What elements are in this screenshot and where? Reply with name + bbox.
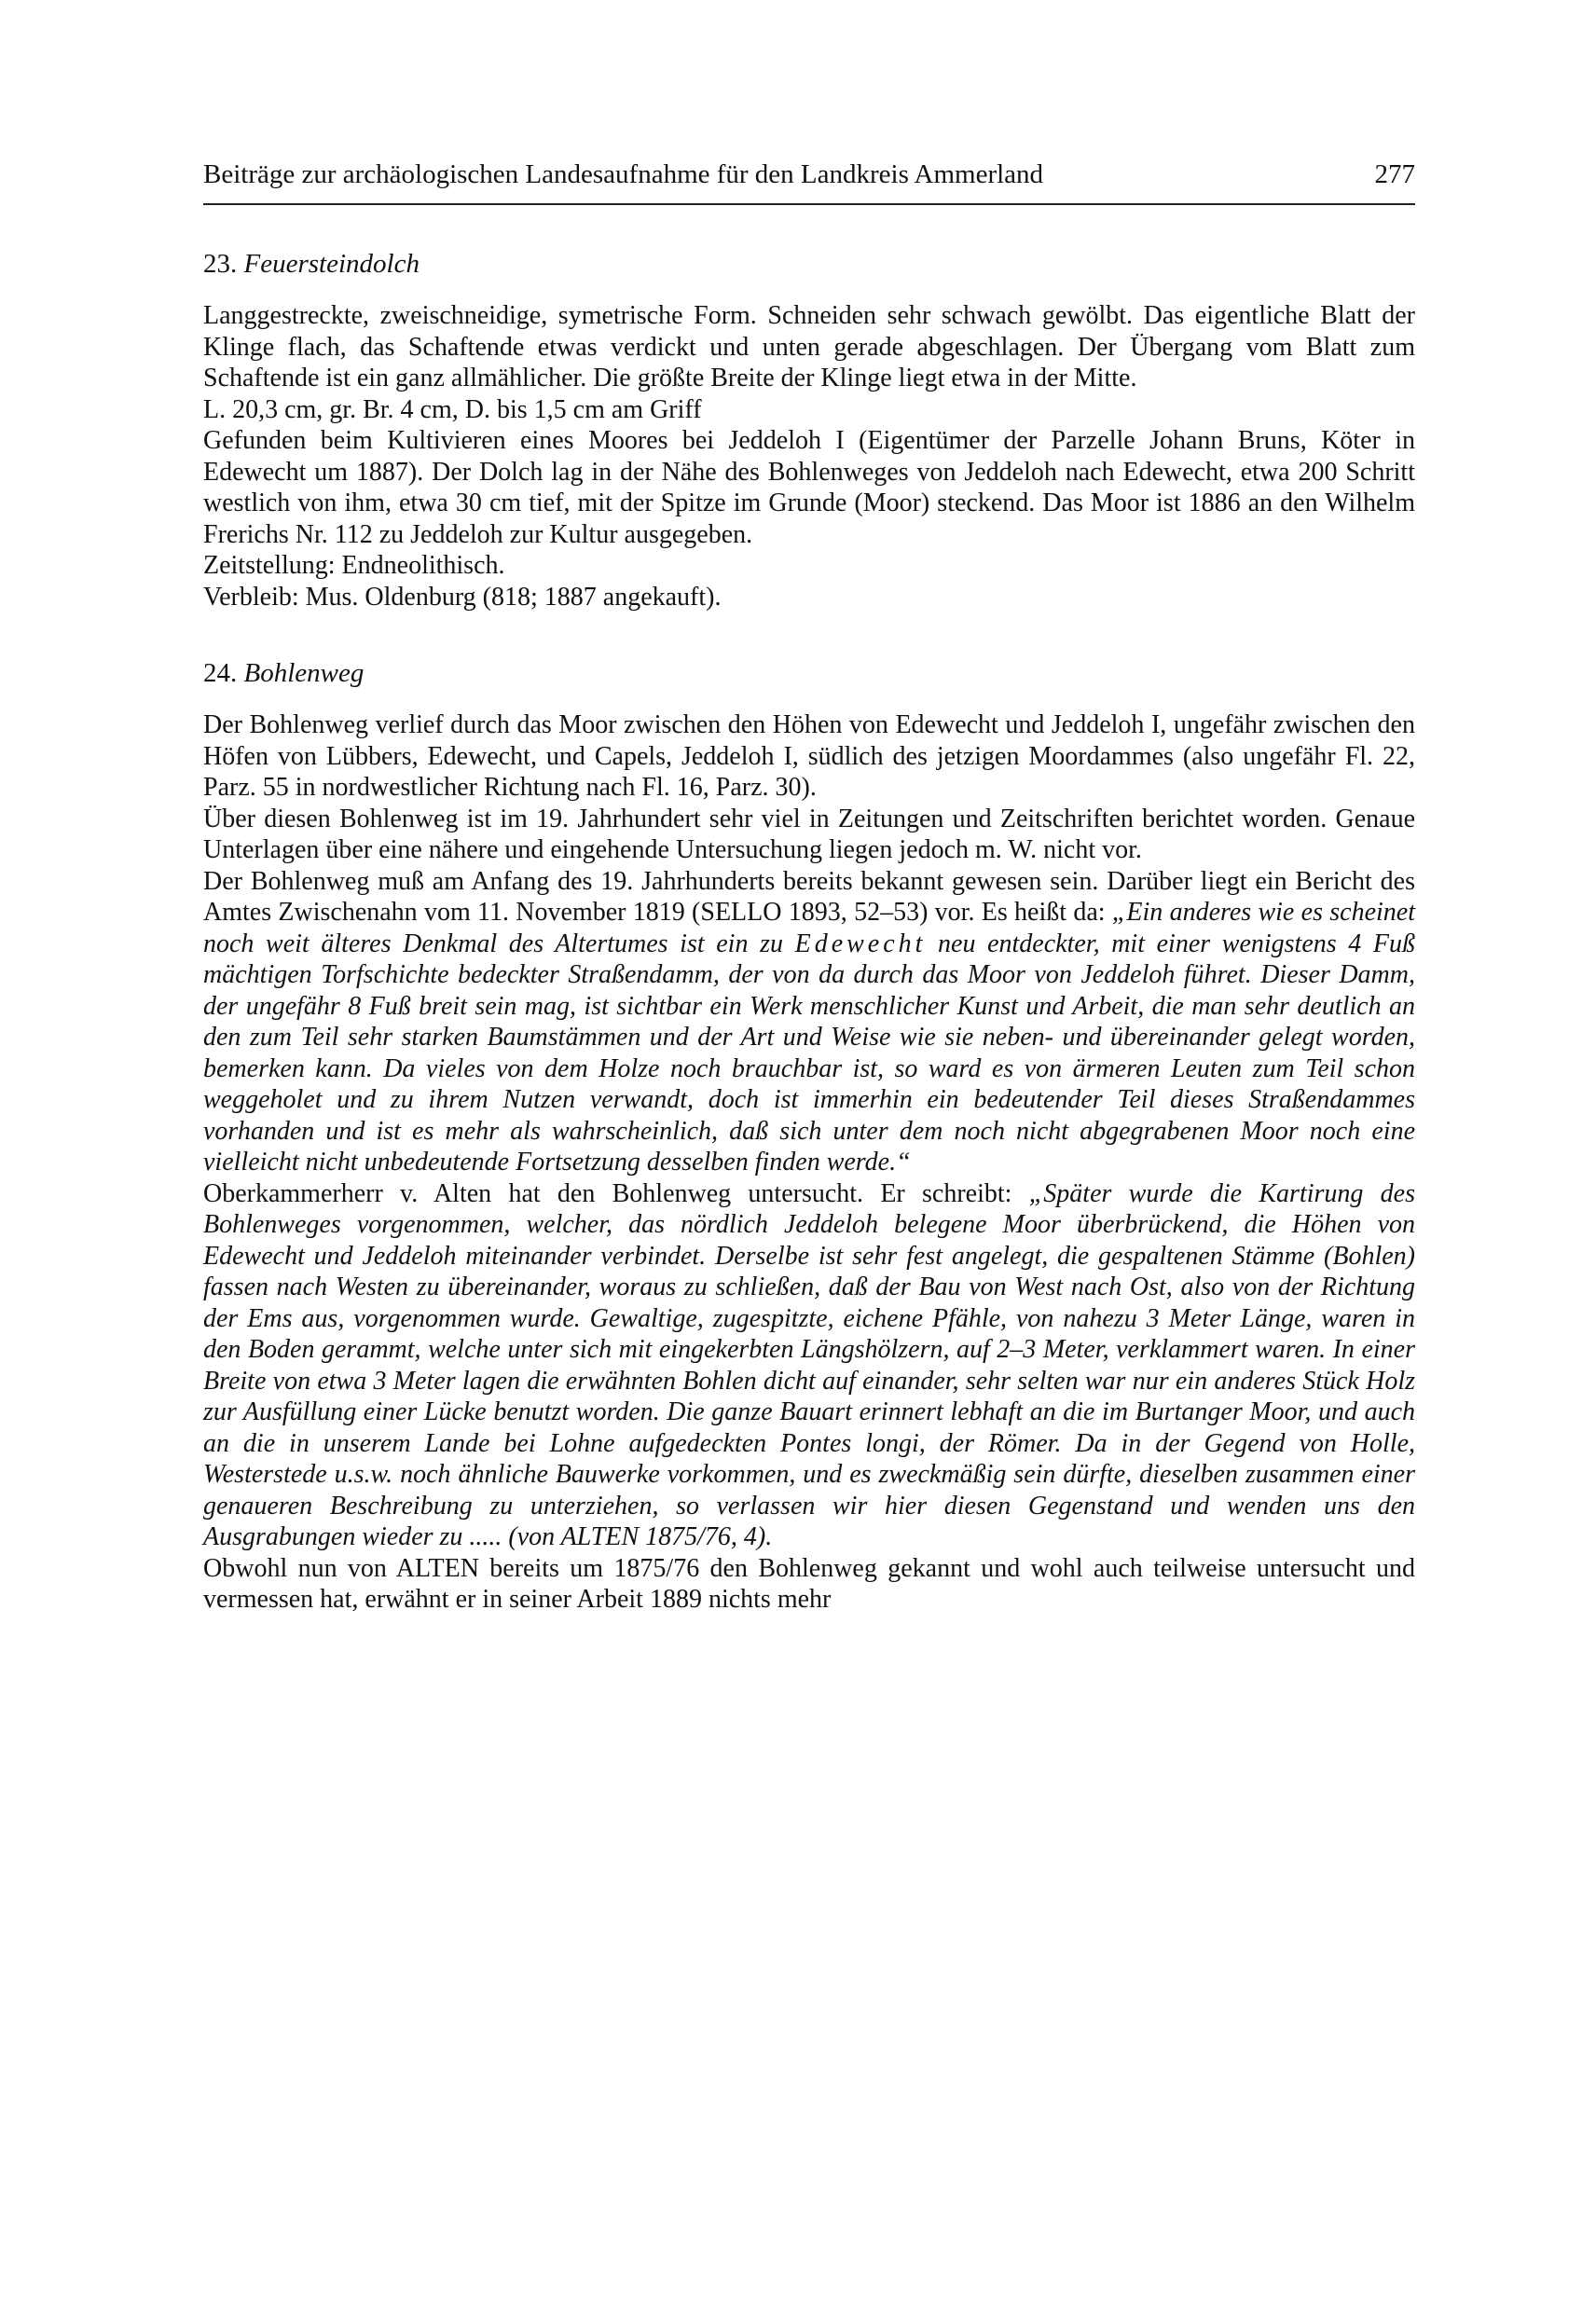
paragraph-with-quote (203, 1178, 1415, 1553)
section-title: Bohlenweg (243, 658, 365, 688)
quote-place-name: Edewecht (794, 929, 927, 958)
quote-text: neu entdeckter, mit einer wenigstens 4 Fuß mächtigen Torfschichte bedeckter Straßendamm, der von da durch das Moor von Jeddeloh führet. Dieser Damm, der ungefähr 8 Fuß breit sein mag, ist sichtbar ein Werk menschlicher Kunst und Arbeit, die man sehr deutlich an den zum Teil sehr starken Baumstämmen und der Art und Weise wie sie neben- und übereinander gelegt worden, bemerken kann. Da vieles von dem Holze noch brauchbar ist, so ward es von ärmeren Leuten zum Teil schon weggeholet und zu ihrem Nutzen verwandt, doch ist immerhin ein bedeutender Teil dieses Straßendammes vorhanden und ist es mehr als wahrscheinlich, daß sich unter dem noch nicht abgegrabenen Moor noch eine vielleicht nicht unbedeutende Fortsetzung desselben finden werde.“ (203, 929, 1415, 1177)
section-heading (203, 657, 1415, 689)
paragraph: Zeitstellung: Endneolithisch. (203, 551, 505, 580)
quote-text: „Ein anderes wie es scheinet noch weit älteres Denkmal des Altertumes ist ein zu (203, 898, 1416, 958)
paragraph: Der Bohlenweg verlief durch das Moor zwischen den Höhen von Edewecht und Jeddeloh I, ungefähr zwischen den Höfen von Lübbers, Edewecht, und Capels, Jeddeloh I, südlich des jetzigen Moordammes (also ungefähr Fl. 22, Parz. 55 in nordwestlicher Richtung nach Fl. 16, Parz. 30). (203, 710, 1415, 802)
quote-text: „Später wurde die Kartirung des Bohlenweges vorgenommen, welcher, das nördlich Jeddeloh belegene Moor überbrückend, die Höhen von Edewecht und Jeddeloh miteinander verbindet. Derselbe ist sehr fest angelegt, die gespaltenen Stämme (Bohlen) fassen nach Westen zu übereinander, woraus zu schließen, daß der Bau von West nach Ost, also von der Richtung der Ems aus, vorgenommen wurde. Gewaltige, zugespitzte, eichene Pfähle, von nahezu 3 Meter Länge, waren in den Boden gerammt, welche unter sich mit eingekerbten Längshölzern, auf 2–3 Meter, verklammert waren. In einer Breite von etwa 3 Meter lagen die erwähnten Bohlen dicht auf einander, sehr selten war nur ein anderes Stück Holz zur Ausfüllung einer Lücke benutzt worden. Die ganze Bauart erinnert lebhaft an die im Burtanger Moor, und auch an die in unserem Lande bei Lohne aufgedeckten Pontes longi, der Römer. Da in der Gegend von Holle, Westerstede u.s.w. noch ähnliche Bauwerke vorkommen, und es zweckmäßig sein dürfte, dieselben zusammen einer genaueren Beschreibung zu unterziehen, so verlassen wir hier diesen Gegenstand und wenden uns den Ausgrabungen wieder zu ..... (von ALTEN 1875/76, 4). (203, 1178, 1415, 1551)
section-number: 24. (203, 658, 238, 688)
paragraph: Obwohl nun von ALTEN bereits um 1875/76 den Bohlenweg gekannt und wohl auch teilweise untersucht und vermessen hat, erwähnt er in seiner Arbeit 1889 nichts mehr (203, 1553, 1415, 1614)
section-feuersteindolch (203, 248, 1415, 612)
section-number: 23. (203, 249, 238, 279)
section-bohlenweg (203, 657, 1415, 1616)
page (203, 158, 1415, 1616)
running-head-title: Beiträge zur archäologischen Landesaufnahme für den Landkreis Ammerland (203, 159, 1044, 189)
section-title: Feuersteindolch (243, 249, 420, 279)
paragraph: Langgestreckte, zweischneidige, symetrische Form. Schneiden sehr schwach gewölbt. Das eigentliche Blatt der Klinge flach, das Schaftende etwas verdickt und unten gerade abgeschlagen. Der Übergang vom Blatt zum Schaftende ist ein ganz allmählicher. Die größte Breite der Klinge liegt etwa in der Mitte. (203, 301, 1415, 392)
paragraph: L. 20,3 cm, gr. Br. 4 cm, D. bis 1,5 cm am Griff (203, 394, 702, 424)
section-heading (203, 248, 1415, 280)
running-head (203, 158, 1415, 205)
paragraph: Gefunden beim Kultivieren eines Moores bei Jeddeloh I (Eigentümer der Parzelle Johann Bruns, Köter in Edewecht um 1887). Der Dolch lag in der Nähe des Bohlenweges von Jeddeloh nach Edewecht, etwa 200 Schritt westlich von ihm, etwa 30 cm tief, mit der Spitze im Grunde (Moor) steckend. Das Moor ist 1886 an den Wilhelm Frerichs Nr. 112 zu Jeddeloh zur Kultur ausgegeben. (203, 426, 1415, 549)
paragraph: Über diesen Bohlenweg ist im 19. Jahrhundert sehr viel in Zeitungen und Zeitschriften berichtet worden. Genaue Unterlagen über eine nähere und eingehende Untersuchung liegen jedoch m. W. nicht vor. (203, 804, 1415, 864)
page-number: 277 (1374, 159, 1415, 189)
paragraph: Verbleib: Mus. Oldenburg (818; 1887 angekauft). (203, 582, 722, 612)
paragraph-text: Der Bohlenweg muß am Anfang des 19. Jahrhunderts bereits bekannt gewesen sein. Darüber liegt ein Bericht des Amtes Zwischenahn vom 11. November 1819 (SELLO 1893, 52–53) vor. Es heißt da: (203, 866, 1415, 927)
paragraph-with-quote (203, 866, 1415, 1178)
paragraph-text: Oberkammerherr v. Alten hat den Bohlenweg untersucht. Er schreibt: (203, 1178, 1029, 1208)
